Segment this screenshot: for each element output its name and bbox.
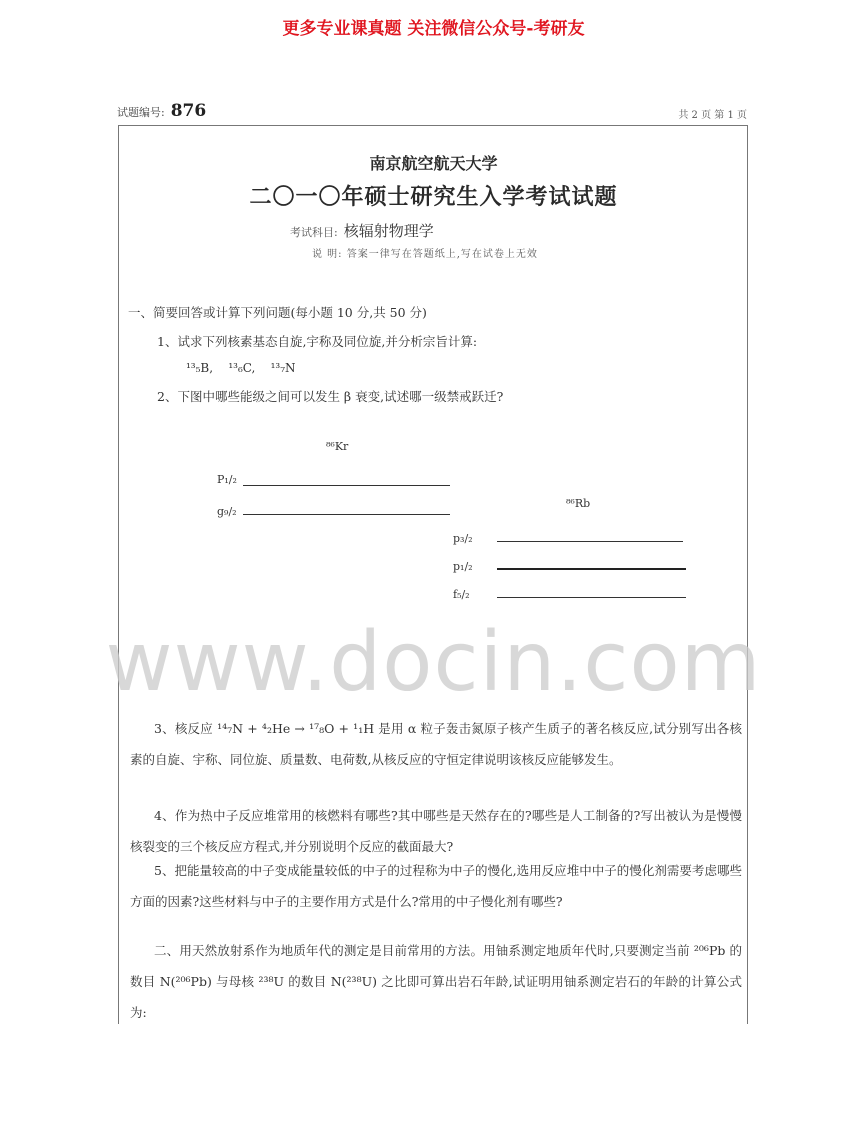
exam-code: [117, 101, 206, 121]
exam-title: 二〇一〇年硕士研究生入学考试试题: [249, 184, 618, 210]
question-5: 5、把能量较高的中子变成能量较低的中子的过程称为中子的慢化,选用反应堆中中子的慢化剂需要考虑哪些方面的因素?这些材料与中子的主要作用方式是什么?常用的中子慢化剂有哪些?: [130, 863, 742, 909]
right-level-line-1: [497, 541, 683, 542]
subject-label: 考试科目:: [290, 226, 338, 239]
right-level-line-2: [497, 568, 686, 570]
university-name: 南京航空航天大学: [369, 154, 498, 173]
exam-note: 说 明: 答案一律写在答题纸上,写在试卷上无效: [312, 249, 538, 260]
left-level-label-2: g₉/₂: [217, 505, 237, 518]
right-level-line-3: [497, 597, 686, 598]
right-level-label-2: p₁/₂: [453, 560, 473, 573]
section2-text: 二、用天然放射系作为地质年代的测定是目前常用的方法。用铀系测定地质年代时,只要测定当前 ²⁰⁶Pb 的数目 N(²⁰⁶Pb) 与母核 ²³⁸U 的数目 N(²³⁸U) 之比即可算出岩石年龄,试证明用铀系测定岩石的年龄的计算公式为:: [130, 943, 742, 1020]
left-level-line-1: [243, 485, 450, 486]
nuclide-list: [186, 356, 296, 381]
exam-subject: [290, 220, 434, 241]
question-1: 1、试求下列核素基态自旋,宇称及同位旋,并分析宗旨计算:: [157, 334, 478, 349]
left-level-line-2: [243, 514, 450, 515]
promo-banner: 更多专业课真题 关注微信公众号-考研友: [282, 19, 585, 39]
subject-value: 核辐射物理学: [343, 222, 434, 240]
parent-nuclide-label: ⁸⁶Kr: [326, 440, 349, 453]
nuclide-n13: ¹³₇N: [270, 361, 296, 375]
daughter-nuclide-label: ⁸⁶Rb: [566, 497, 591, 510]
exam-code-label: 试题编号:: [117, 106, 165, 119]
question-3: 3、核反应 ¹⁴₇N + ⁴₂He → ¹⁷₈O + ¹₁H 是用 α 粒子轰击氮原子核产生质子的著名核反应,试分别写出各核素的自旋、宇称、同位旋、质量数、电荷数,从核反应的守恒定律说明该核反应能够发生。: [130, 721, 742, 767]
right-level-label-1: p₃/₂: [453, 532, 473, 545]
watermark: www.docin.com: [105, 615, 762, 710]
question-2: 2、下图中哪些能级之间可以发生 β 衰变,试述哪一级禁戒跃迁?: [157, 389, 504, 404]
nuclide-c13: ¹³₆C,: [228, 361, 256, 375]
nuclide-b13: ¹³₅B,: [186, 361, 214, 375]
page-info: 共 2 页 第 1 页: [678, 110, 747, 121]
left-level-label-1: P₁/₂: [217, 473, 237, 486]
question-4: 4、作为热中子反应堆常用的核燃料有哪些?其中哪些是天然存在的?哪些是人工制备的?写出被认为是慢慢核裂变的三个核反应方程式,并分别说明个反应的截面最大?: [130, 808, 742, 854]
right-level-label-3: f₅/₂: [453, 588, 470, 601]
section1-heading: 一、简要回答或计算下列问题(每小题 10 分,共 50 分): [128, 305, 427, 320]
exam-code-value: 876: [170, 101, 207, 121]
